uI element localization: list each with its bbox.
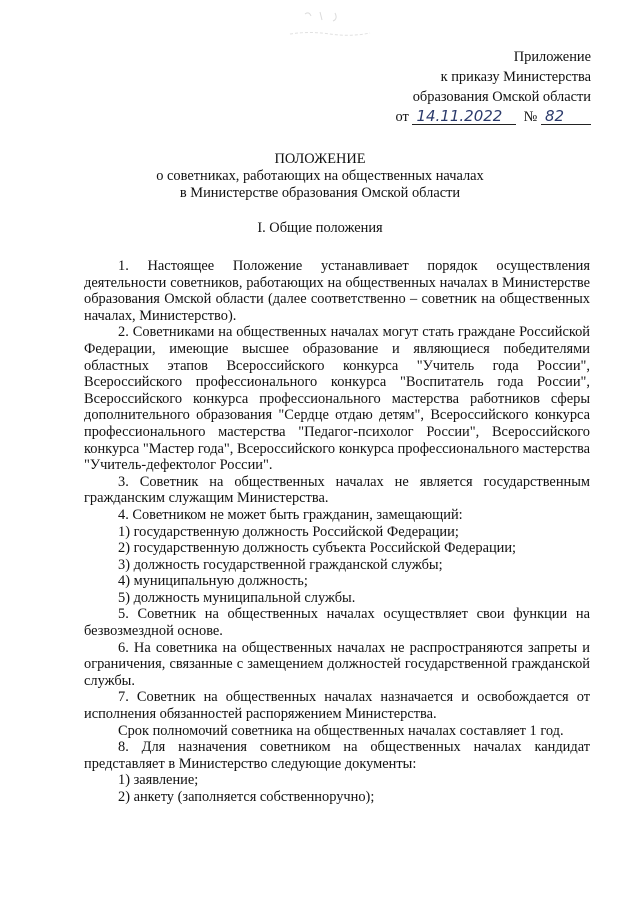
appendix-line-3: образования Омской области [412, 89, 591, 105]
document-body [84, 258, 590, 806]
section-heading: I. Общие положения [257, 220, 383, 236]
paragraph: 8. Для назначения советником на общественных началах кандидат представляет в Министерство следующие документы: [84, 739, 590, 772]
paragraph: 2. Советниками на общественных началах могут стать граждане Российской Федерации, имеющие высшее образование и являющиеся победителями областных этапов Всероссийского конкурса "Учитель года России", Всероссийского профессионального конкурса "Воспитатель года России", Всероссийского конкурса профессионального мастерства работников сферы дополнительного образования "Сердце отдаю детям", Всероссийского конкурса профессионального мастерства "Педагог-психолог России", Всероссийского конкурса "Мастер года", Всероссийского конкурса профессионального мастерства "Учитель-дефектолог России". [84, 324, 590, 474]
paragraph: 5. Советник на общественных началах осуществляет свои функции на безвозмездной основе. [84, 606, 590, 640]
appendix-block [396, 47, 591, 127]
list-item: 3) должность государственной гражданской службы; [118, 556, 443, 573]
document-subtitle-line-2: в Министерстве образования Омской области [179, 185, 461, 201]
date-prefix: от [395, 109, 409, 125]
paragraph: 3. Советник на общественных началах не является государственным гражданским служащим Министерства. [84, 473, 590, 507]
list-item: 1) государственную должность Российской Федерации; [118, 523, 459, 540]
document-subtitle-line-1: о советниках, работающих на общественных началах [156, 168, 484, 184]
appendix-date-line [396, 107, 591, 127]
paragraph: 1. Настоящее Положение устанавливает порядок осуществления деятельности советников, работающих на общественных началах в Министерстве образования Омской области (далее соответственно – советник на общественных началах, Министерство). [84, 258, 590, 324]
list-item: 2) анкету (заполняется собственноручно); [118, 789, 375, 805]
number-prefix: № [523, 109, 538, 125]
appendix-line-1: Приложение [513, 49, 591, 65]
handwritten-number: 82 [541, 108, 591, 125]
paragraph: Срок полномочий советника на общественных началах составляет 1 год. [118, 722, 564, 739]
paragraph: 6. На советника на общественных началах не распространяются запреты и ограничения, связанные с замещением должностей государственной гражданской службы. [84, 639, 590, 689]
handwritten-date: 14.11.2022 [412, 108, 516, 125]
paragraph: 4. Советником не может быть гражданин, замещающий: [118, 506, 463, 523]
list-item: 1) заявление; [118, 772, 199, 789]
appendix-line-2: к приказу Министерства [440, 69, 591, 85]
list-item: 4) муниципальную должность; [118, 573, 308, 590]
list-item: 2) государственную должность субъекта Российской Федерации; [118, 540, 517, 557]
paragraph: 7. Советник на общественных началах назначается и освобождается от исполнения обязанностей распоряжением Министерства. [84, 689, 590, 723]
faint-stamp-mark [285, 8, 375, 38]
list-item: 5) должность муниципальной службы. [118, 589, 356, 606]
document-title: ПОЛОЖЕНИЕ [274, 151, 366, 167]
